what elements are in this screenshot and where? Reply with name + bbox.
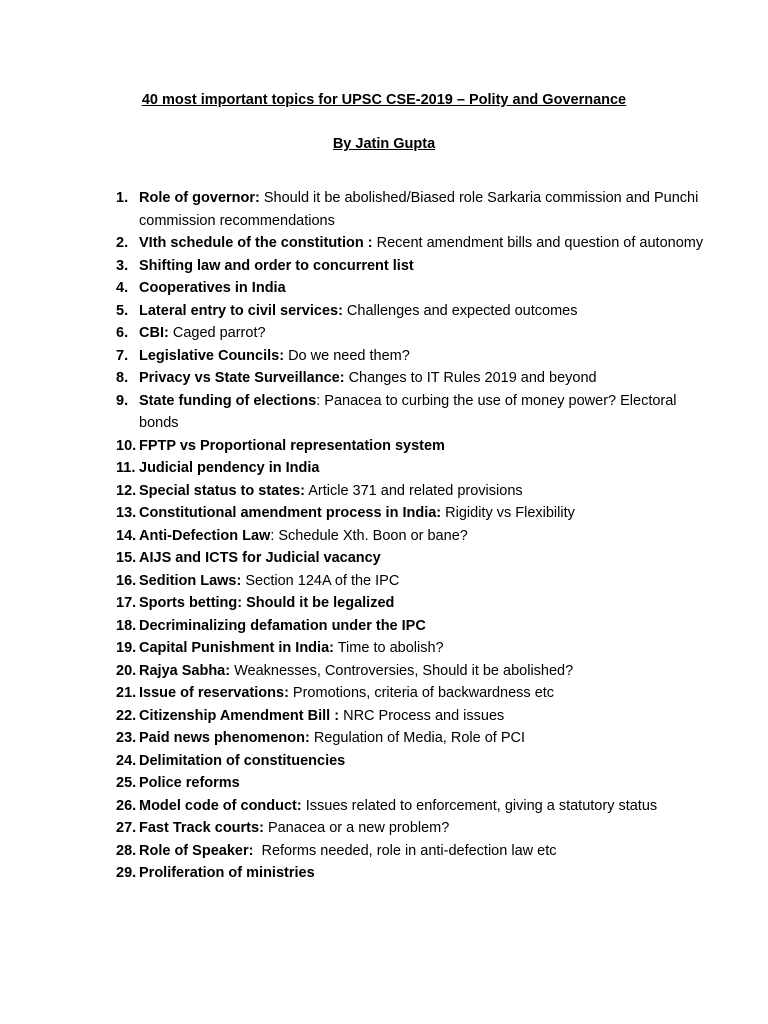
topic-number: 16. xyxy=(116,572,137,589)
topic-title: Role of governor: xyxy=(139,190,260,206)
topic-number: 14. xyxy=(116,527,137,544)
topic-title: Lateral entry to civil services: xyxy=(139,302,343,319)
topic-title: State funding of elections xyxy=(139,392,317,409)
topic-item xyxy=(116,750,716,773)
topic-item xyxy=(116,727,716,750)
topic-title: Rajya Sabha: xyxy=(139,662,231,679)
topic-title: Shifting law and order to concurrent list xyxy=(139,257,414,274)
topic-title: Constitutional amendment process in India: xyxy=(139,505,442,521)
topic-title: Decriminalizing defamation under the IPC xyxy=(139,617,426,634)
topic-number: 13. xyxy=(116,505,137,521)
topic-number: 17. xyxy=(116,595,137,611)
topic-number: 29. xyxy=(116,865,137,881)
topic-number: 21. xyxy=(116,685,137,701)
topic-item xyxy=(116,255,716,278)
topic-item xyxy=(116,345,716,368)
topic-description: Time to abolish? xyxy=(333,640,444,656)
topic-description: Promotions, criteria of backwardness etc xyxy=(288,685,555,701)
topic-item xyxy=(116,772,716,795)
topic-number: 20. xyxy=(116,662,137,679)
topic-number: 5. xyxy=(116,302,129,319)
topic-item xyxy=(116,390,716,435)
topic-item xyxy=(116,277,716,300)
topic-description: Weaknesses, Controversies, Should it be abolished? xyxy=(230,662,574,679)
topic-item xyxy=(116,435,716,458)
topic-number: 27. xyxy=(116,820,137,836)
topic-title: Sports betting: Should it be legalized xyxy=(139,595,395,611)
topic-number: 24. xyxy=(116,752,137,769)
topic-number: 28. xyxy=(116,842,137,859)
topic-number: 3. xyxy=(116,257,129,274)
topic-description: : Schedule Xth. Boon or bane? xyxy=(270,527,468,544)
topic-item xyxy=(116,705,716,728)
topic-title: Fast Track courts: xyxy=(139,820,264,836)
topic-description: Do we need them? xyxy=(284,347,410,364)
topic-item xyxy=(116,660,716,683)
topic-description: Recent amendment bills and question of autonomy xyxy=(372,235,704,251)
topic-description: Section 124A of the IPC xyxy=(241,572,400,589)
topic-number: 8. xyxy=(116,370,129,386)
topic-item xyxy=(116,862,716,885)
topic-number: 22. xyxy=(116,707,137,724)
topic-title: Model code of conduct: xyxy=(139,797,302,814)
topic-number: 2. xyxy=(116,235,129,251)
topic-title: Privacy vs State Surveillance: xyxy=(139,370,345,386)
document-title: 40 most important topics for UPSC CSE-2019 – Polity and Governance xyxy=(141,92,627,108)
topic-description: Changes to IT Rules 2019 and beyond xyxy=(344,370,597,386)
topic-title: VIth schedule of the constitution : xyxy=(139,235,373,251)
topic-list xyxy=(116,187,716,885)
topic-description: Caged parrot? xyxy=(168,325,266,341)
topic-number: 18. xyxy=(116,617,137,634)
topic-title: Sedition Laws: xyxy=(139,572,242,589)
topic-title: Citizenship Amendment Bill : xyxy=(139,707,340,724)
topic-title: Special status to states: xyxy=(139,482,305,499)
topic-description: Rigidity vs Flexibility xyxy=(441,505,575,521)
topic-description: Article 371 and related provisions xyxy=(305,482,523,499)
topic-title: Issue of reservations: xyxy=(139,685,289,701)
topic-number: 4. xyxy=(116,280,129,296)
topic-title: FPTP vs Proportional representation system xyxy=(139,437,445,454)
topic-description: Challenges and expected outcomes xyxy=(342,302,578,319)
topic-item xyxy=(116,322,716,345)
topic-number: 7. xyxy=(116,347,129,364)
topic-item xyxy=(116,592,716,615)
topic-item xyxy=(116,682,716,705)
topic-item xyxy=(116,525,716,548)
topic-item xyxy=(116,232,716,255)
topic-description: Issues related to enforcement, giving a statutory status xyxy=(301,797,658,814)
topic-title: Legislative Councils: xyxy=(139,347,285,364)
topic-title: AIJS and ICTS for Judicial vacancy xyxy=(139,550,381,566)
document-author: By Jatin Gupta xyxy=(332,136,436,152)
topic-description: Reforms needed, role in anti-defection law etc xyxy=(253,842,557,859)
topic-title: CBI: xyxy=(139,325,169,341)
topic-number: 23. xyxy=(116,730,137,746)
topic-item xyxy=(116,570,716,593)
topic-item xyxy=(116,502,716,525)
topic-item xyxy=(116,187,716,232)
topic-item xyxy=(116,300,716,323)
topic-number: 1. xyxy=(116,190,129,206)
topic-title: Proliferation of ministries xyxy=(139,865,315,881)
topic-title: Delimitation of constituencies xyxy=(139,752,346,769)
topic-number: 25. xyxy=(116,775,137,791)
topic-item xyxy=(116,795,716,818)
topic-description: NRC Process and issues xyxy=(339,707,505,724)
topic-title: Role of Speaker: xyxy=(139,842,254,859)
topic-description: Should it be abolished/Biased role Sarkaria commission and Punchi commission recommendations xyxy=(139,190,703,229)
topic-item xyxy=(116,840,716,863)
topic-title: Cooperatives in India xyxy=(139,280,286,296)
topic-item xyxy=(116,480,716,503)
topic-number: 15. xyxy=(116,550,137,566)
topic-item xyxy=(116,637,716,660)
topic-number: 26. xyxy=(116,797,137,814)
topic-number: 9. xyxy=(116,392,129,409)
topic-number: 12. xyxy=(116,482,137,499)
topic-item xyxy=(116,615,716,638)
topic-item xyxy=(116,457,716,480)
topic-description: Panacea or a new problem? xyxy=(263,820,450,836)
topic-description: : Panacea to curbing the use of money power? Electoral bonds xyxy=(139,392,681,431)
topic-item xyxy=(116,817,716,840)
topic-title: Anti-Defection Law xyxy=(139,527,271,544)
topic-title: Capital Punishment in India: xyxy=(139,640,334,656)
topic-number: 10. xyxy=(116,437,137,454)
topic-description: Regulation of Media, Role of PCI xyxy=(309,730,525,746)
topic-number: 11. xyxy=(116,460,136,476)
topic-title: Paid news phenomenon: xyxy=(139,730,310,746)
topic-title: Police reforms xyxy=(139,775,240,791)
topic-number: 6. xyxy=(116,325,129,341)
topic-item xyxy=(116,547,716,570)
topic-item xyxy=(116,367,716,390)
topic-number: 19. xyxy=(116,640,137,656)
topic-title: Judicial pendency in India xyxy=(139,460,320,476)
